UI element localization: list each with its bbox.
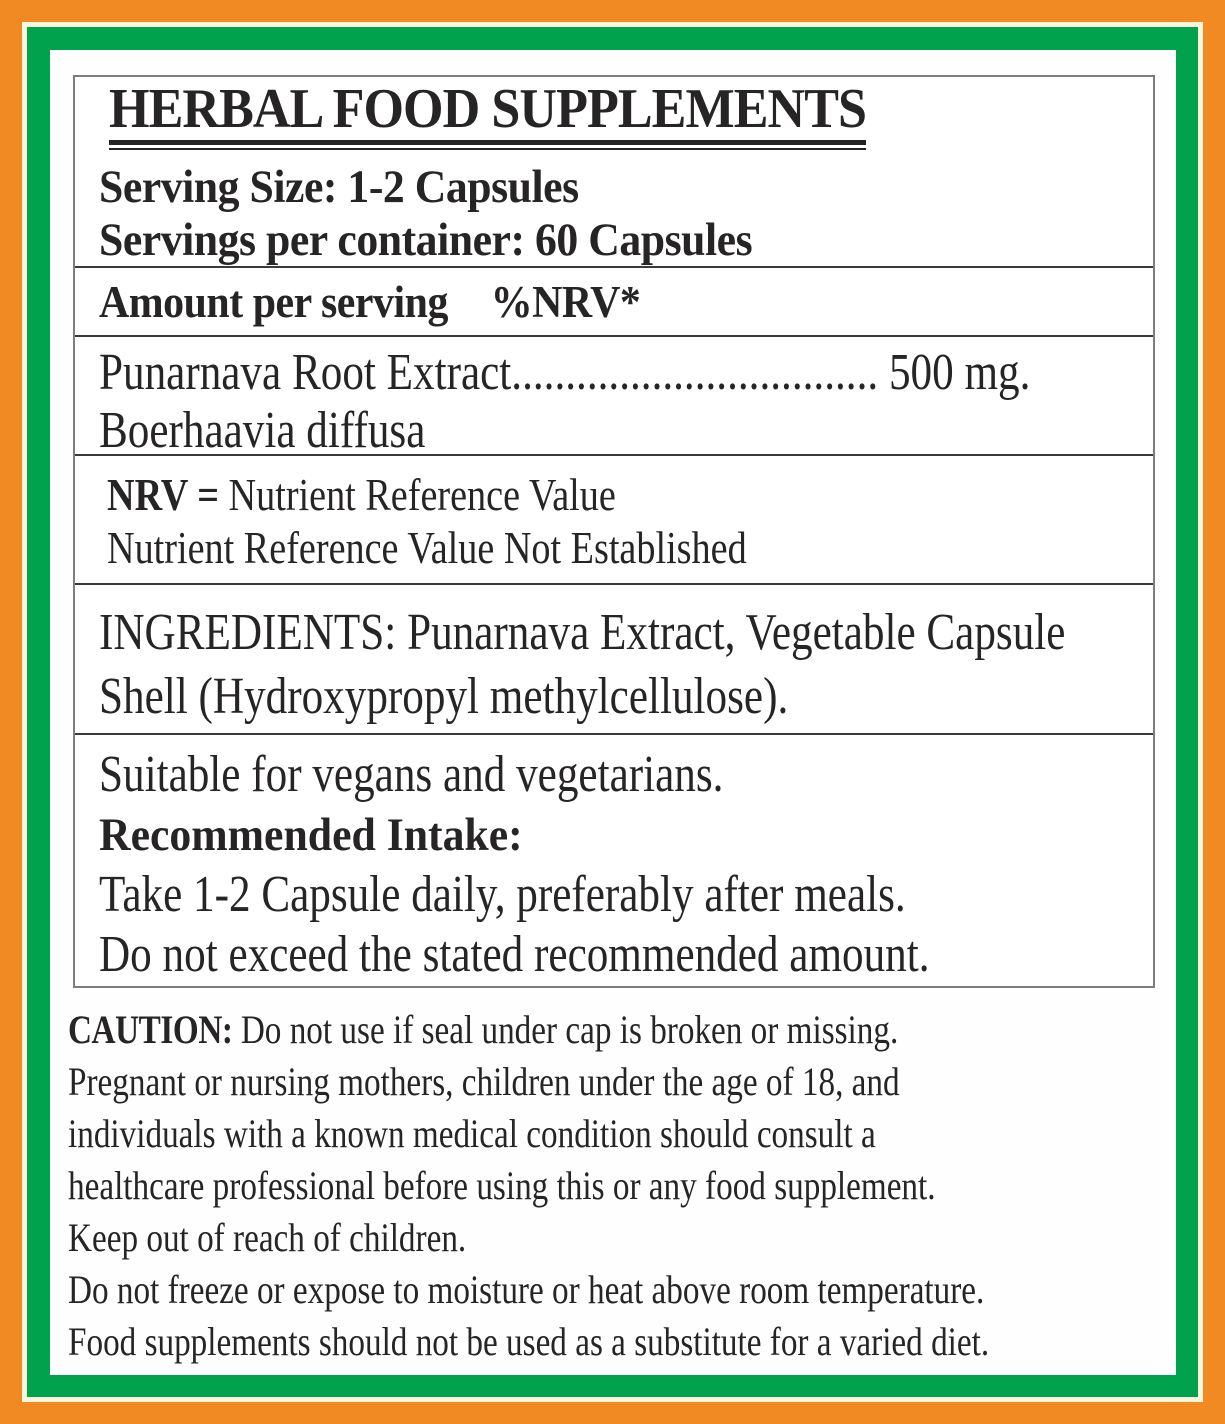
caution-line-7: Food supplements should not be used as a substitute for a varied diet.: [68, 1319, 990, 1364]
suitable-line: Suitable for vegans and vegetarians.: [99, 746, 724, 803]
take-line: Take 1-2 Capsule daily, preferably after meals.: [99, 866, 906, 923]
nrv-abbr: NRV =: [107, 469, 219, 520]
header-row: [75, 77, 1153, 266]
caution-line-6: Do not freeze or expose to moisture or heat above room temperature.: [68, 1267, 985, 1312]
serving-size-line: Serving Size: 1-2 Capsules: [99, 161, 579, 213]
caution-line-1-text: Do not use if seal under cap is broken or missing.: [232, 1007, 899, 1052]
nrv-not-established-line: Nutrient Reference Value Not Established: [107, 522, 747, 573]
label-paper: [50, 50, 1176, 1375]
title-wrap: [99, 77, 1153, 145]
ingredients-line-2: Shell (Hydroxypropyl methylcellulose).: [99, 668, 789, 725]
supplement-facts-table: [73, 75, 1155, 988]
amount-header-line: [99, 276, 640, 328]
usage-row: [75, 733, 1153, 986]
page-title: HERBAL FOOD SUPPLEMENTS: [109, 81, 866, 145]
servings-per-container-line: Servings per container: 60 Capsules: [99, 214, 753, 266]
nrv-percent-label: %NRV*: [490, 276, 641, 327]
ingredients-line-1: INGREDIENTS: Punarnava Extract, Vegetable Capsule: [99, 604, 1066, 661]
caution-line-4: healthcare professional before using this or any food supplement.: [68, 1163, 936, 1208]
punarnava-amount-line: Punarnava Root Extract.................................. 500 mg.: [99, 344, 1031, 401]
caution-line-3: individuals with a known medical condition should consult a: [68, 1111, 876, 1156]
caution-line-5: Keep out of reach of children.: [68, 1215, 467, 1260]
amount-header-row: [75, 266, 1153, 335]
caution-block: [68, 1004, 1173, 1368]
exceed-line: Do not exceed the stated recommended amount.: [99, 926, 930, 983]
botanical-name-line: Boerhaavia diffusa: [99, 402, 426, 459]
amount-per-serving-label: Amount per serving: [99, 276, 448, 327]
ingredients-row: [75, 583, 1153, 733]
nrv-definition-line: [107, 468, 975, 521]
nrv-definition-text: Nutrient Reference Value: [218, 469, 616, 520]
caution-prefix: CAUTION:: [68, 1007, 233, 1052]
nrv-definition-row: [75, 454, 1153, 583]
caution-line-2: Pregnant or nursing mothers, children under the age of 18, and: [68, 1059, 900, 1104]
caution-line-1: [68, 1004, 985, 1056]
active-ingredient-row: [75, 335, 1153, 459]
recommended-intake-heading: Recommended Intake:: [99, 809, 523, 861]
